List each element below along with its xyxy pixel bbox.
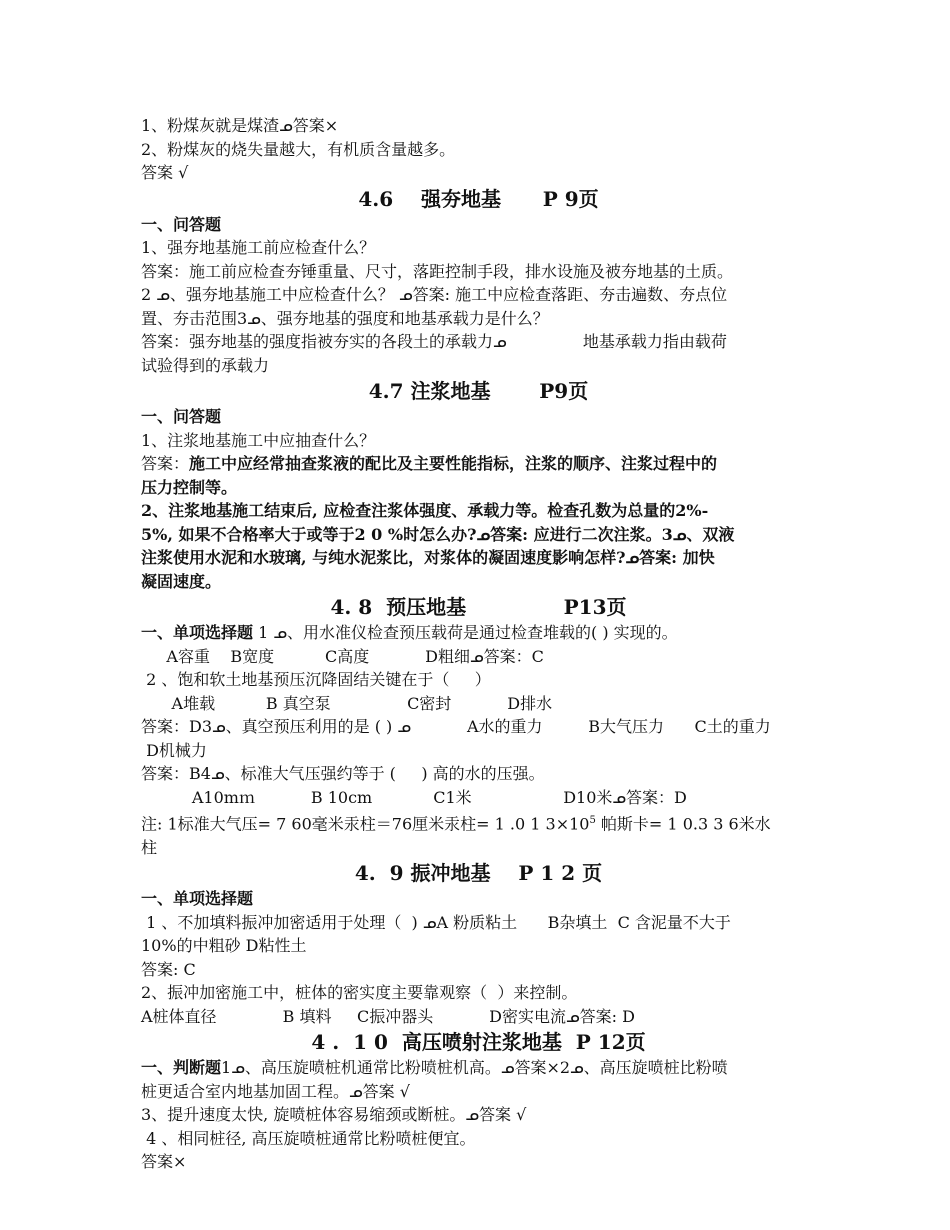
options-line: A10mｍ B 10cm C1米 D10米ᓄ答案：D — [141, 787, 687, 807]
subsection-heading: 一、判断题 — [141, 1058, 222, 1078]
bold-text-line: 2、注浆地基施工结束后, 应检查注浆体强度、承载力等。检查孔数为总量的2%- — [141, 501, 709, 520]
text-line: 答案：D3ᓄ、真空预压利用的是 ( ) ᓄ A水的重力 B大气压力 C土的重力 — [141, 717, 771, 736]
answer-line — [141, 452, 816, 476]
answer-text: 施工中应经常抽查浆液的配比及主要性能指标，注浆的顺序、注浆过程中的 — [189, 454, 718, 473]
answer-prefix: 答案： — [141, 454, 190, 473]
superscript: 5 — [589, 815, 596, 826]
text-line: 2 ᓄ、强夯地基施工中应检查什么？ ᓄ答案: 施工中应检查落距、夯击遍数、夯点位 — [141, 285, 728, 304]
subsection-heading: 一、问答题 — [141, 407, 222, 426]
question-text: 1 ᓄ、用水准仪检查预压载荷是通过检查堆载的( ) 实现的。 — [253, 623, 678, 642]
text-line: 答案：B4ᓄ、标准大气压强约等于 ( ) 高的水的压强。 — [141, 764, 545, 783]
text-line: 2、粉煤灰的烧失量越大，有机质含量越多。 — [141, 139, 456, 159]
answer-line: 答案：施工前应检查夯锤重量、尺寸，落距控制手段，排水设施及被夯地基的土质。 — [141, 261, 734, 281]
options-line: A桩体直径 B 填料 C振冲器头 D密实电流ᓄ答案: D — [141, 1006, 635, 1026]
options-line: A容重 B宽度 C高度 D粗细ᓄ答案：C — [141, 646, 544, 666]
section-heading-4-7: 4.7 注浆地基 P9页 — [368, 379, 589, 403]
bold-text-line: 5%, 如果不合格率大于或等于2 0 %时怎么办?ᓄ答案: 应进行二次注浆。3ᓄ、双液 — [141, 524, 735, 544]
question-line: 1、强夯地基施工前应检查什么？ — [141, 238, 376, 257]
text-line: 桩更适合室内地基加固工程。ᓄ答案 √ — [141, 1081, 410, 1101]
text-line: 10%的中粗砂 D粘性土 — [141, 936, 307, 956]
bold-text-line: 注浆使用水泥和水玻璃, 与纯水泥浆比，对浆体的凝固速度影响怎样?ᓄ答案: 加快 — [141, 548, 715, 567]
text-line: 3、提升速度太快, 旋喷桩体容易缩颈或断桩。ᓄ答案 √ — [141, 1105, 527, 1125]
subsection-heading: 一、问答题 — [141, 214, 222, 234]
note-text: 注: 1标准大气压= 7 60毫米汞柱＝76厘米汞柱= 1 .0 1 3×10 — [141, 814, 590, 834]
text-line: 置、夯击范围3ᓄ、强夯地基的强度和地基承载力是什么？ — [141, 308, 549, 328]
text-line — [141, 621, 816, 645]
question-line: 1、注浆地基施工中应抽查什么？ — [141, 430, 376, 450]
options-line: A堆载 B 真空泵 C密封 D排水 — [141, 693, 553, 713]
text-line — [141, 1056, 816, 1080]
text-line: 试验得到的承载力 — [141, 355, 270, 375]
answer-line: 答案: C — [141, 959, 196, 979]
note-line — [141, 809, 816, 836]
answer-line: 答案× — [141, 1152, 187, 1172]
answer-line: 压力控制等。 — [141, 477, 238, 497]
question-line: 2、振冲加密施工中，桩体的密实度主要靠观察（ ）来控制。 — [141, 983, 578, 1003]
note-text: 帕斯卡= 1 0.3 3 6米水 — [595, 814, 771, 834]
text-line: 1、粉煤灰就是煤渣ᓄ答案× — [141, 116, 339, 135]
subsection-heading: 一、单项选择题 — [141, 623, 254, 642]
note-line: 柱 — [141, 837, 158, 857]
question-line: 1 、不加填料振冲加密适用于处理（ ) ᓄA 粉质粘土 B杂填土 C 含泥量不大于 — [141, 912, 731, 932]
question-line: 2 、饱和软土地基预压沉降固结关键在于（ ） — [141, 670, 491, 689]
bold-text-line: 凝固速度。 — [141, 571, 222, 591]
document-page — [141, 114, 816, 1174]
section-heading-4-9: 4. 9 振冲地基 P 1 2 页 — [354, 861, 603, 886]
question-text: 1ᓄ、高压旋喷桩机通常比粉喷桩机高。ᓄ答案×2ᓄ、高压旋喷桩比粉喷 — [221, 1058, 728, 1078]
question-line: 4 、相同桩径, 高压旋喷桩通常比粉喷桩便宜。 — [141, 1128, 476, 1148]
text-line: D机械力 — [141, 740, 207, 760]
text-line: 答案 √ — [141, 163, 189, 182]
text-line: 答案：强夯地基的强度指被夯实的各段土的承载力ᓄ 地基承载力指由载荷 — [141, 332, 727, 351]
section-heading-4-6: 4.6 强夯地基 P 9页 — [358, 186, 599, 211]
section-heading-4-10: 4 . 1 0 高压喷射注浆地基 P 12页 — [311, 1030, 646, 1055]
subsection-heading: 一、单项选择题 — [141, 889, 254, 909]
section-heading-4-8: 4. 8 预压地基 P13页 — [330, 595, 627, 619]
